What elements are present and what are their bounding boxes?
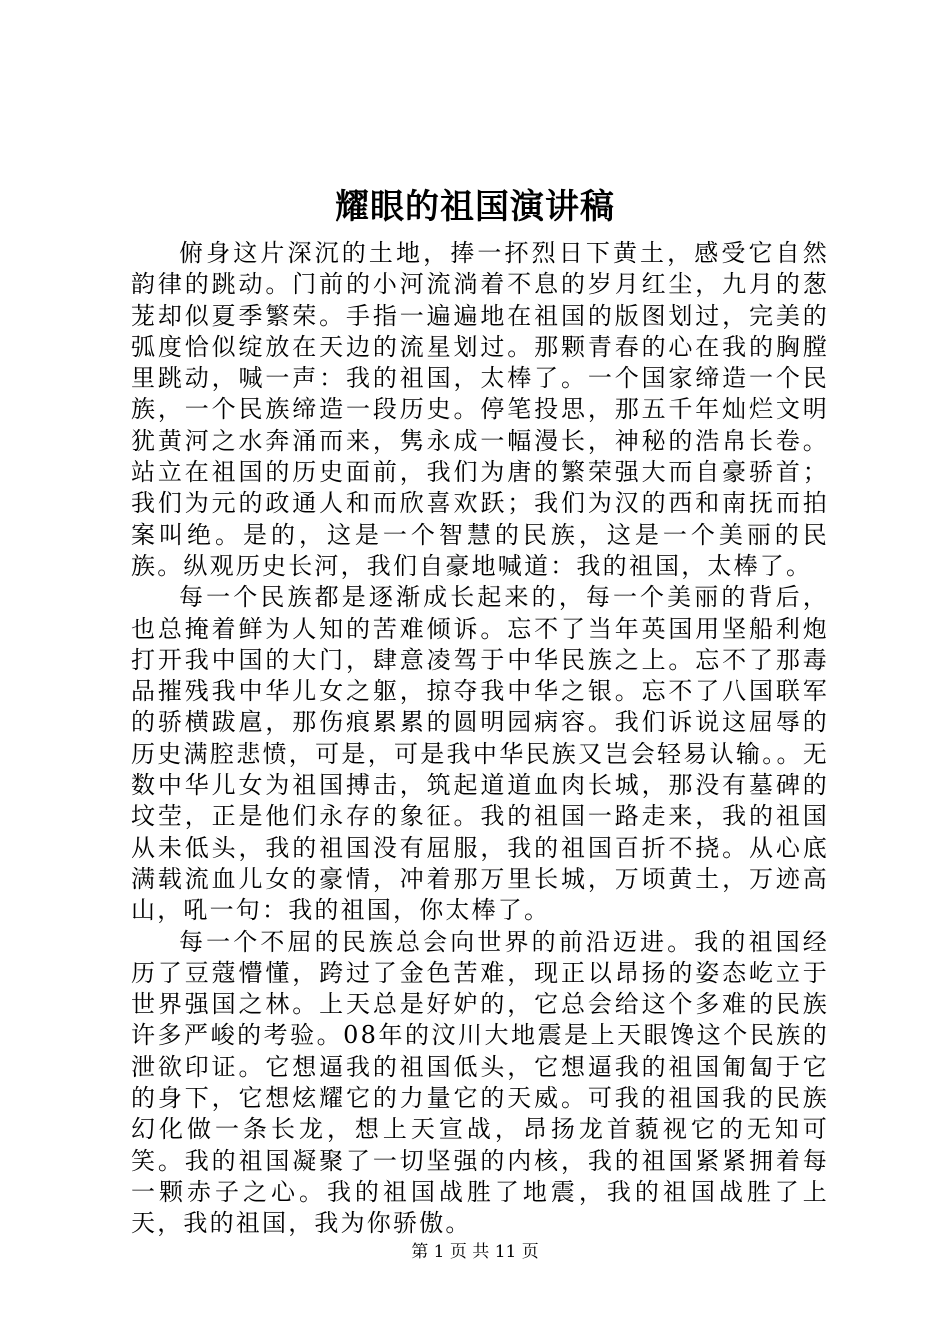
paragraph-2: 每一个民族都是逐渐成长起来的，每一个美丽的背后，也总掩着鲜为人知的苦难倾诉。忘不了当年英国用坚船利炮打开我中国的大门，肆意凌驾于中华民族之上。忘不了那毒品摧残我中华儿女之躯，掠夺我中华之银。忘不了八国联军的骄横跋扈，那伤痕累累的圆明园病容。我们诉说这屈辱的历史满腔悲愤，可是，可是我中华民族又岂会轻易认输。。无数中华儿女为祖国搏击，筑起道道血肉长城，那没有墓碑的坟茔，正是他们永存的象征。我的祖国一路走来，我的祖国从未低头，我的祖国没有屈服，我的祖国百折不挠。从心底满载流血儿女的豪情，冲着那万里长城，万顷黄土，万迹高山，吼一句：我的祖国，你太棒了。 — [131, 583, 829, 925]
paragraph-3: 每一个不屈的民族总会向世界的前沿迈进。我的祖国经历了豆蔻懵懂，跨过了金色苦难，现正以昂扬的姿态屹立于世界强国之林。上天总是好妒的，它总会给这个多难的民族许多严峻的考验。08年的汶川大地震是上天眼馋这个民族的泄欲印证。它想逼我的祖国低头，它想逼我的祖国匍匐于它的身下，它想炫耀它的力量它的天威。可我的祖国我的民族幻化做一条长龙，想上天宣战，昂扬龙首藐视它的无知可笑。我的祖国凝聚了一切坚强的内核，我的祖国紧紧拥着每一颗赤子之心。我的祖国战胜了地震，我的祖国战胜了上天，我的祖国，我为你骄傲。 — [131, 927, 829, 1238]
document-body — [131, 238, 829, 1240]
page-footer: 第 1 页 共 11 页 — [411, 1242, 539, 1262]
page-title: 耀眼的祖国演讲稿 — [335, 187, 615, 227]
paragraph-1: 俯身这片深沉的土地，捧一抔烈日下黄土，感受它自然韵律的跳动。门前的小河流淌着不息的岁月红尘，九月的葱茏却似夏季繁荣。手指一遍遍地在祖国的版图划过，完美的弧度恰似绽放在天边的流星划过。那颗青春的心在我的胸膛里跳动，喊一声：我的祖国，太棒了。一个国家缔造一个民族，一个民族缔造一段历史。停笔投思，那五千年灿烂文明犹黄河之水奔涌而来，隽永成一幅漫长，神秘的浩帛长卷。站立在祖国的历史面前，我们为唐的繁荣强大而自豪骄首；我们为元的政通人和而欣喜欢跃；我们为汉的西和南抚而拍案叫绝。是的，这是一个智慧的民族，这是一个美丽的民族。纵观历史长河，我们自豪地喊道：我的祖国，太棒了。 — [131, 239, 829, 580]
